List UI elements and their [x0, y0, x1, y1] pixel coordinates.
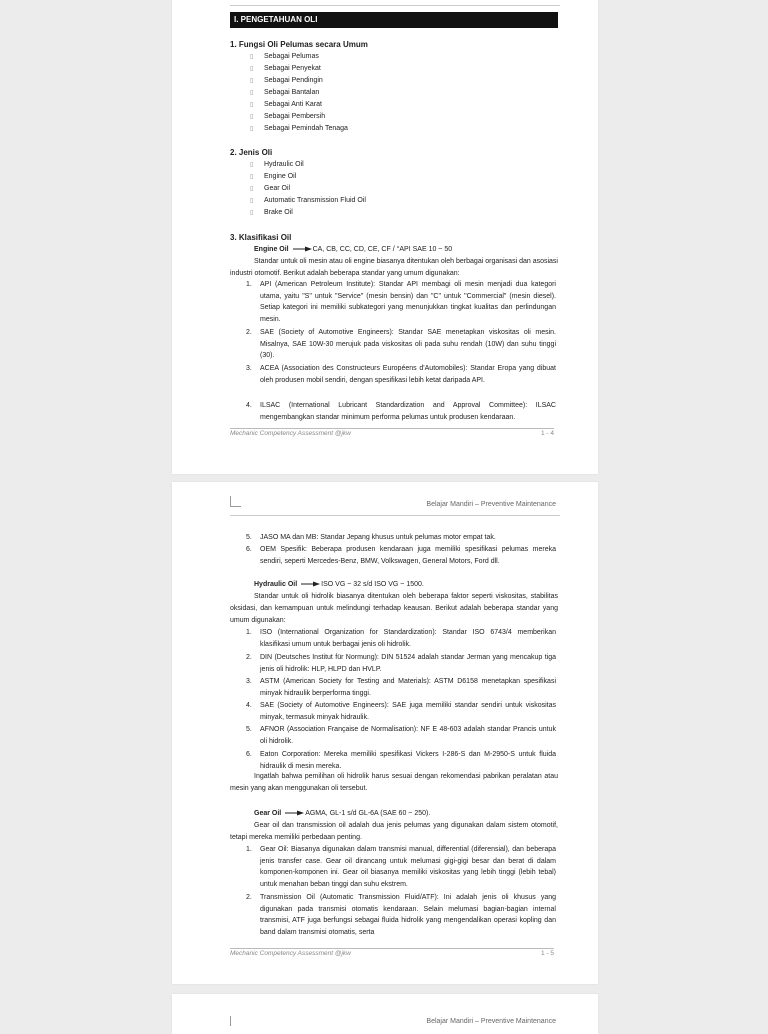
bullet-icon: ▯ [250, 102, 254, 108]
item-text: ISO (International Organization for Standardization): Standar ISO 6743/4 memberikan klasifikasi umum untuk berbagai jenis oli hidrolik. [260, 629, 556, 648]
item-text: SAE (Society of Automotive Engineers): SAE juga memiliki standar sendiri untuk viskositas minyak, termasuk minyak hidraulik. [260, 702, 556, 721]
item-number: 2. [246, 329, 252, 336]
item-text: SAE (Society of Automotive Engineers): Standar SAE menetapkan viskositas oli mesin. Misalnya, SAE 10W-30 merujuk pada viskositas oli pada suhu rendah (10W) dan suhu tinggi (30). [260, 329, 556, 359]
item-text: ASTM (American Society for Testing and Materials): ASTM D6158 menetapkan spesifikasi minyak hidraulik berperforma tinggi. [260, 678, 556, 697]
list-item [250, 171, 296, 183]
bullet-icon: ▯ [250, 186, 254, 192]
hydraulic-oil-note: Ingatlah bahwa pemilihan oli hidrolik harus sesuai dengan rekomendasi pabrikan peralatan atau mesin yang akan menggunakan oli tersebut. [230, 773, 558, 792]
item-number: 2. [246, 654, 252, 661]
numbered-item [246, 327, 556, 362]
list-item [250, 195, 366, 207]
item-number: 1. [246, 846, 252, 853]
header-rule [230, 515, 560, 516]
bullet-icon: ▯ [250, 126, 254, 132]
item-number: 2. [246, 894, 252, 901]
list-item-text: Hydraulic Oil [264, 161, 304, 168]
section-title: I. PENGETAHUAN OLI [230, 12, 558, 28]
list-item-text: Sebagai Pemindah Tenaga [264, 125, 348, 132]
item-text: Gear Oil: Biasanya digunakan dalam transmisi manual, differential (diferensial), dan beberapa jenis transfer case. Gear oil dirancang untuk melumasi gigi-gigi besar dan berat di dalam komponen-komponen ini. Gear oil biasanya memiliki viskositas yang lebih tinggi (lebih tebal) untuk menahan beban tinggi dan suhu ekstrem. [260, 846, 556, 888]
crop-mark [230, 496, 241, 507]
list-item-text: Sebagai Pendingin [264, 77, 323, 84]
item-number: 1. [246, 281, 252, 288]
item-text: AFNOR (Association Française de Normalisation): NF E 48-603 adalah standar Prancis untuk oli hidrolik. [260, 726, 556, 745]
item-number: 4. [246, 702, 252, 709]
item-number: 5. [246, 726, 252, 733]
hydraulic-oil-intro: Standar untuk oli hidrolik biasanya ditentukan oleh beberapa faktor seperti viskositas, stabilitas oksidasi, dan kemampuan untuk melindungi terhadap keausan. Berikut adalah beberapa standar yang umum digunakan: [230, 593, 558, 624]
list-item-text: Engine Oil [264, 173, 297, 180]
list-item [250, 111, 325, 123]
crop-mark [230, 1016, 241, 1026]
list-item [250, 207, 293, 219]
list-item-text: Automatic Transmission Fluid Oil [264, 197, 366, 204]
footer-left: Mechanic Competency Assessment @jkw [230, 430, 351, 437]
numbered-item [246, 700, 556, 723]
item-number: 3. [246, 365, 252, 372]
numbered-item [246, 676, 556, 699]
list-item-text: Sebagai Bantalan [264, 89, 320, 96]
hydraulic-oil-label: Hydraulic Oil [254, 581, 298, 588]
numbered-item [246, 652, 556, 675]
list-item [250, 75, 323, 87]
heading-oil-types: 2. Jenis Oli [230, 148, 273, 157]
item-text: OEM Spesifik: Beberapa produsen kendaraan juga memiliki spesifikasi pelumas mereka sendiri, seperti Mercedes-Benz, BMW, Volkswagen, General Motors, Ford dll. [260, 546, 556, 565]
list-item-text: Brake Oil [264, 209, 293, 216]
engine-oil-intro: Standar untuk oli mesin atau oli engine biasanya ditentukan oleh berbagai organisasi dan asosiasi industri otomotif. Berikut adalah beberapa standar yang umum digunakan: [230, 258, 558, 277]
item-text: Transmission Oil (Automatic Transmission Fluid/ATF): Ini adalah jenis oli khusus yang digunakan pada transmisi otomatis kendaraan. Selain melumasi bagian-bagian internal transmisi, ATF juga berfungsi sebagai fluida hidrolik yang mengendalikan operasi kopling dan band dalam transmisi otomatis, serta [260, 894, 556, 936]
arrow-right-icon [291, 246, 313, 252]
top-rule [230, 5, 560, 6]
arrow-right-icon [283, 810, 305, 816]
item-text: JASO MA dan MB: Standar Jepang khusus untuk pelumas motor empat tak. [260, 534, 496, 541]
page-footer [230, 948, 554, 957]
engine-oil-label: Engine Oil [254, 246, 289, 253]
list-item [250, 87, 319, 99]
page-header: Belajar Mandiri – Preventive Maintenance [426, 1018, 556, 1025]
numbered-item [246, 844, 556, 890]
list-item [250, 123, 348, 135]
gear-oil-spec-line [254, 808, 430, 820]
numbered-item [246, 544, 556, 567]
bullet-icon: ▯ [250, 114, 254, 120]
heading-oil-classification: 3. Klasifikasi Oil [230, 233, 292, 242]
numbered-item [246, 724, 556, 747]
bullet-icon: ▯ [250, 210, 254, 216]
footer-left: Mechanic Competency Assessment @jkw [230, 950, 351, 957]
list-item [250, 183, 290, 195]
bullet-icon: ▯ [250, 66, 254, 72]
list-item [250, 99, 322, 111]
item-number: 6. [246, 546, 252, 553]
list-item [250, 51, 319, 63]
item-number: 3. [246, 678, 252, 685]
engine-oil-spec-line [254, 244, 452, 256]
bullet-icon: ▯ [250, 78, 254, 84]
gear-oil-label: Gear Oil [254, 810, 282, 817]
item-number: 4. [246, 402, 252, 409]
bullet-icon: ▯ [250, 90, 254, 96]
page-number: 1 - 4 [540, 430, 554, 437]
numbered-item [246, 892, 556, 938]
document-page-1 [172, 0, 598, 474]
list-item-text: Gear Oil [264, 185, 291, 192]
item-number: 1. [246, 629, 252, 636]
list-item-text: Sebagai Penyekat [264, 65, 321, 72]
item-number: 5. [246, 534, 252, 541]
item-text: API (American Petroleum Institute): Standar API membagi oli mesin menjadi dua kategori utama, yaitu "S" untuk "Service" (mesin bensin) dan "C" untuk "Commercial" (mesin diesel). Setiap kategori ini memiliki subkategori yang menunjukkan tingkat kualitas dan perlindungan mesin. [260, 281, 556, 323]
list-item-text: Sebagai Pembersih [264, 113, 326, 120]
document-page-3 [172, 994, 598, 1034]
numbered-item [246, 400, 556, 423]
heading-oil-functions: 1. Fungsi Oli Pelumas secara Umum [230, 40, 368, 49]
gear-oil-spec: AGMA, GL-1 s/d GL-6A (SAE 60 ~ 250). [305, 810, 431, 817]
item-text: DIN (Deutsches Institut für Normung): DIN 51524 adalah standar Jerman yang mencakup tiga jenis oli hidrolik: HLP, HLPD dan HVLP. [260, 654, 556, 673]
numbered-item [246, 749, 556, 772]
page-footer [230, 428, 554, 437]
item-text: ILSAC (International Lubricant Standardization and Approval Committee): ILSAC mengembangkan standar minimum performa pelumas untuk produsen kendaraan. [260, 402, 556, 421]
item-text: ACEA (Association des Constructeurs Européens d'Automobiles): Standar Eropa yang dibuat oleh produsen mobil sendiri, dengan spesifikasi lebih ketat daripada API. [260, 365, 556, 384]
item-number: 6. [246, 751, 252, 758]
list-item-text: Sebagai Pelumas [264, 53, 319, 60]
bullet-icon: ▯ [250, 54, 254, 60]
hydraulic-oil-spec-line [254, 579, 424, 591]
engine-oil-spec: CA, CB, CC, CD, CE, CF / °API SAE 10 ~ 50 [312, 246, 453, 253]
page-number: 1 - 5 [540, 950, 554, 957]
bullet-icon: ▯ [250, 162, 254, 168]
list-item-text: Sebagai Anti Karat [264, 101, 322, 108]
hydraulic-oil-spec: ISO VG ~ 32 s/d ISO VG ~ 1500. [321, 581, 424, 588]
list-item [250, 159, 304, 171]
document-page-2 [172, 482, 598, 984]
numbered-item [246, 363, 556, 386]
item-text: Eaton Corporation: Mereka memiliki spesifikasi Vickers I-286-S dan M-2950-S untuk fluida hidraulik di mesin mereka. [260, 751, 556, 770]
page-header: Belajar Mandiri – Preventive Maintenance [426, 501, 556, 508]
numbered-item [246, 279, 556, 325]
gear-oil-intro: Gear oil dan transmission oil adalah dua jenis pelumas yang digunakan dalam sistem otomotif, tetapi mereka memiliki perbedaan penting. [230, 822, 558, 841]
list-item [250, 63, 321, 75]
numbered-item [246, 532, 556, 544]
numbered-item [246, 627, 556, 650]
arrow-right-icon [299, 581, 321, 587]
bullet-icon: ▯ [250, 198, 254, 204]
bullet-icon: ▯ [250, 174, 254, 180]
